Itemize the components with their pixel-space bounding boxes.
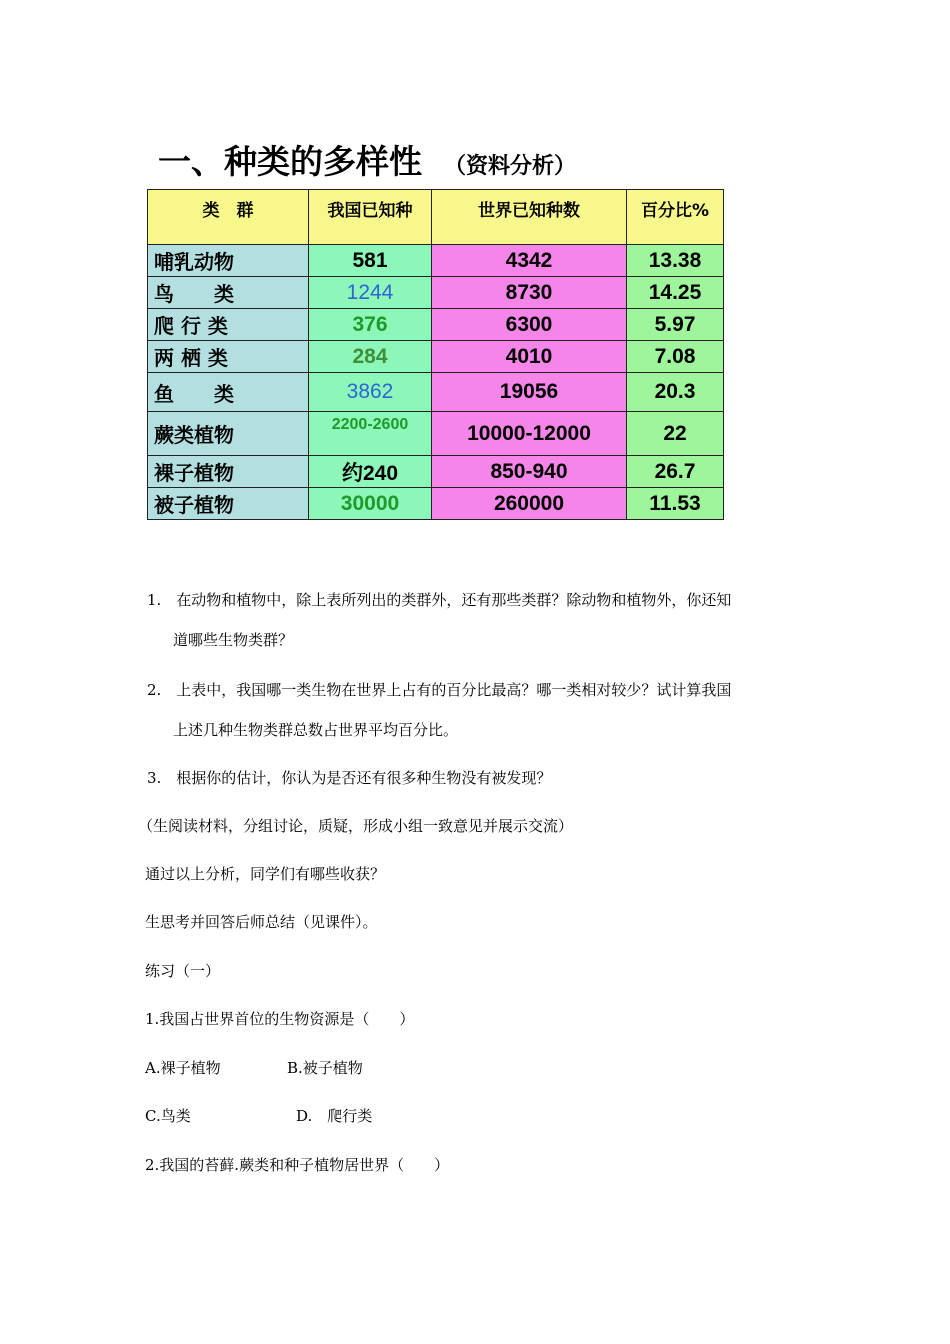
heading-sub: （资料分析） — [444, 154, 577, 179]
table-row — [148, 456, 724, 488]
question-3: 3. 根据你的估计，你认为是否还有很多种生物没有被发现？ — [147, 769, 552, 787]
exercise-q1-option-b: B.被子植物 — [287, 1059, 363, 1077]
row-china: 30000 — [309, 488, 432, 520]
row-china: 376 — [309, 309, 432, 341]
exercise-q1-option-c: C.鸟类 — [145, 1107, 191, 1125]
row-world: 260000 — [432, 488, 627, 520]
row-percent: 20.3 — [627, 373, 724, 412]
row-name: 裸子植物 — [148, 456, 309, 488]
exercise-q1-option-a: A.裸子植物 — [145, 1059, 221, 1077]
row-china: 3862 — [309, 373, 432, 412]
row-world: 4342 — [432, 245, 627, 277]
row-world: 8730 — [432, 277, 627, 309]
row-world: 4010 — [432, 341, 627, 373]
table-row — [148, 245, 724, 277]
row-world: 19056 — [432, 373, 627, 412]
table-header-row — [148, 190, 724, 245]
question-1-line-1: 1. 在动物和植物中，除上表所列出的类群外，还有那些类群？除动物和植物外，你还知 — [147, 591, 732, 609]
note-harvest: 通过以上分析，同学们有哪些收获？ — [145, 865, 386, 883]
row-name: 鸟 类 — [148, 277, 309, 309]
header-china: 我国已知种 — [309, 190, 432, 245]
note-summary: 生思考并回答后师总结（见课件）。 — [145, 913, 378, 931]
row-name: 被子植物 — [148, 488, 309, 520]
row-china: 284 — [309, 341, 432, 373]
row-name: 鱼 类 — [148, 373, 309, 412]
row-percent: 7.08 — [627, 341, 724, 373]
row-china: 581 — [309, 245, 432, 277]
heading-main: 一、种类的多样性 — [158, 142, 422, 181]
exercise-q1-option-d: D. 爬行类 — [296, 1107, 373, 1125]
row-world: 10000-12000 — [432, 412, 627, 456]
species-table — [147, 189, 724, 520]
row-percent: 5.97 — [627, 309, 724, 341]
question-2-line-2: 上述几种生物类群总数占世界平均百分比。 — [173, 721, 459, 739]
exercise-question-1: 1.我国占世界首位的生物资源是（ ） — [145, 1010, 415, 1028]
row-china: 2200-2600 — [309, 412, 432, 456]
row-name: 爬 行 类 — [148, 309, 309, 341]
row-percent: 13.38 — [627, 245, 724, 277]
table-row — [148, 488, 724, 520]
note-activity: （生阅读材料，分组讨论，质疑，形成小组一致意见并展示交流） — [138, 817, 574, 835]
row-china: 1244 — [309, 277, 432, 309]
row-percent: 22 — [627, 412, 724, 456]
row-china: 约240 — [309, 456, 432, 488]
header-percent: 百分比% — [627, 190, 724, 245]
exercise-question-2: 2.我国的苔藓.蕨类和种子植物居世界（ ） — [145, 1156, 450, 1174]
question-1-line-2: 道哪些生物类群？ — [173, 631, 294, 649]
row-world: 850-940 — [432, 456, 627, 488]
question-2-line-1: 2. 上表中，我国哪一类生物在世界上占有的百分比最高？哪一类相对较少？试计算我国 — [147, 681, 732, 699]
table-row — [148, 341, 724, 373]
table-row — [148, 373, 724, 412]
row-world: 6300 — [432, 309, 627, 341]
exercise-title: 练习（一） — [145, 962, 221, 980]
header-world: 世界已知种数 — [432, 190, 627, 245]
row-percent: 26.7 — [627, 456, 724, 488]
table-row — [148, 277, 724, 309]
table-row — [148, 309, 724, 341]
row-name: 哺乳动物 — [148, 245, 309, 277]
table-row — [148, 412, 724, 456]
header-group: 类 群 — [148, 190, 309, 245]
row-name: 蕨类植物 — [148, 412, 309, 456]
row-percent: 14.25 — [627, 277, 724, 309]
row-percent: 11.53 — [627, 488, 724, 520]
row-name: 两 栖 类 — [148, 341, 309, 373]
section-heading — [158, 136, 576, 183]
